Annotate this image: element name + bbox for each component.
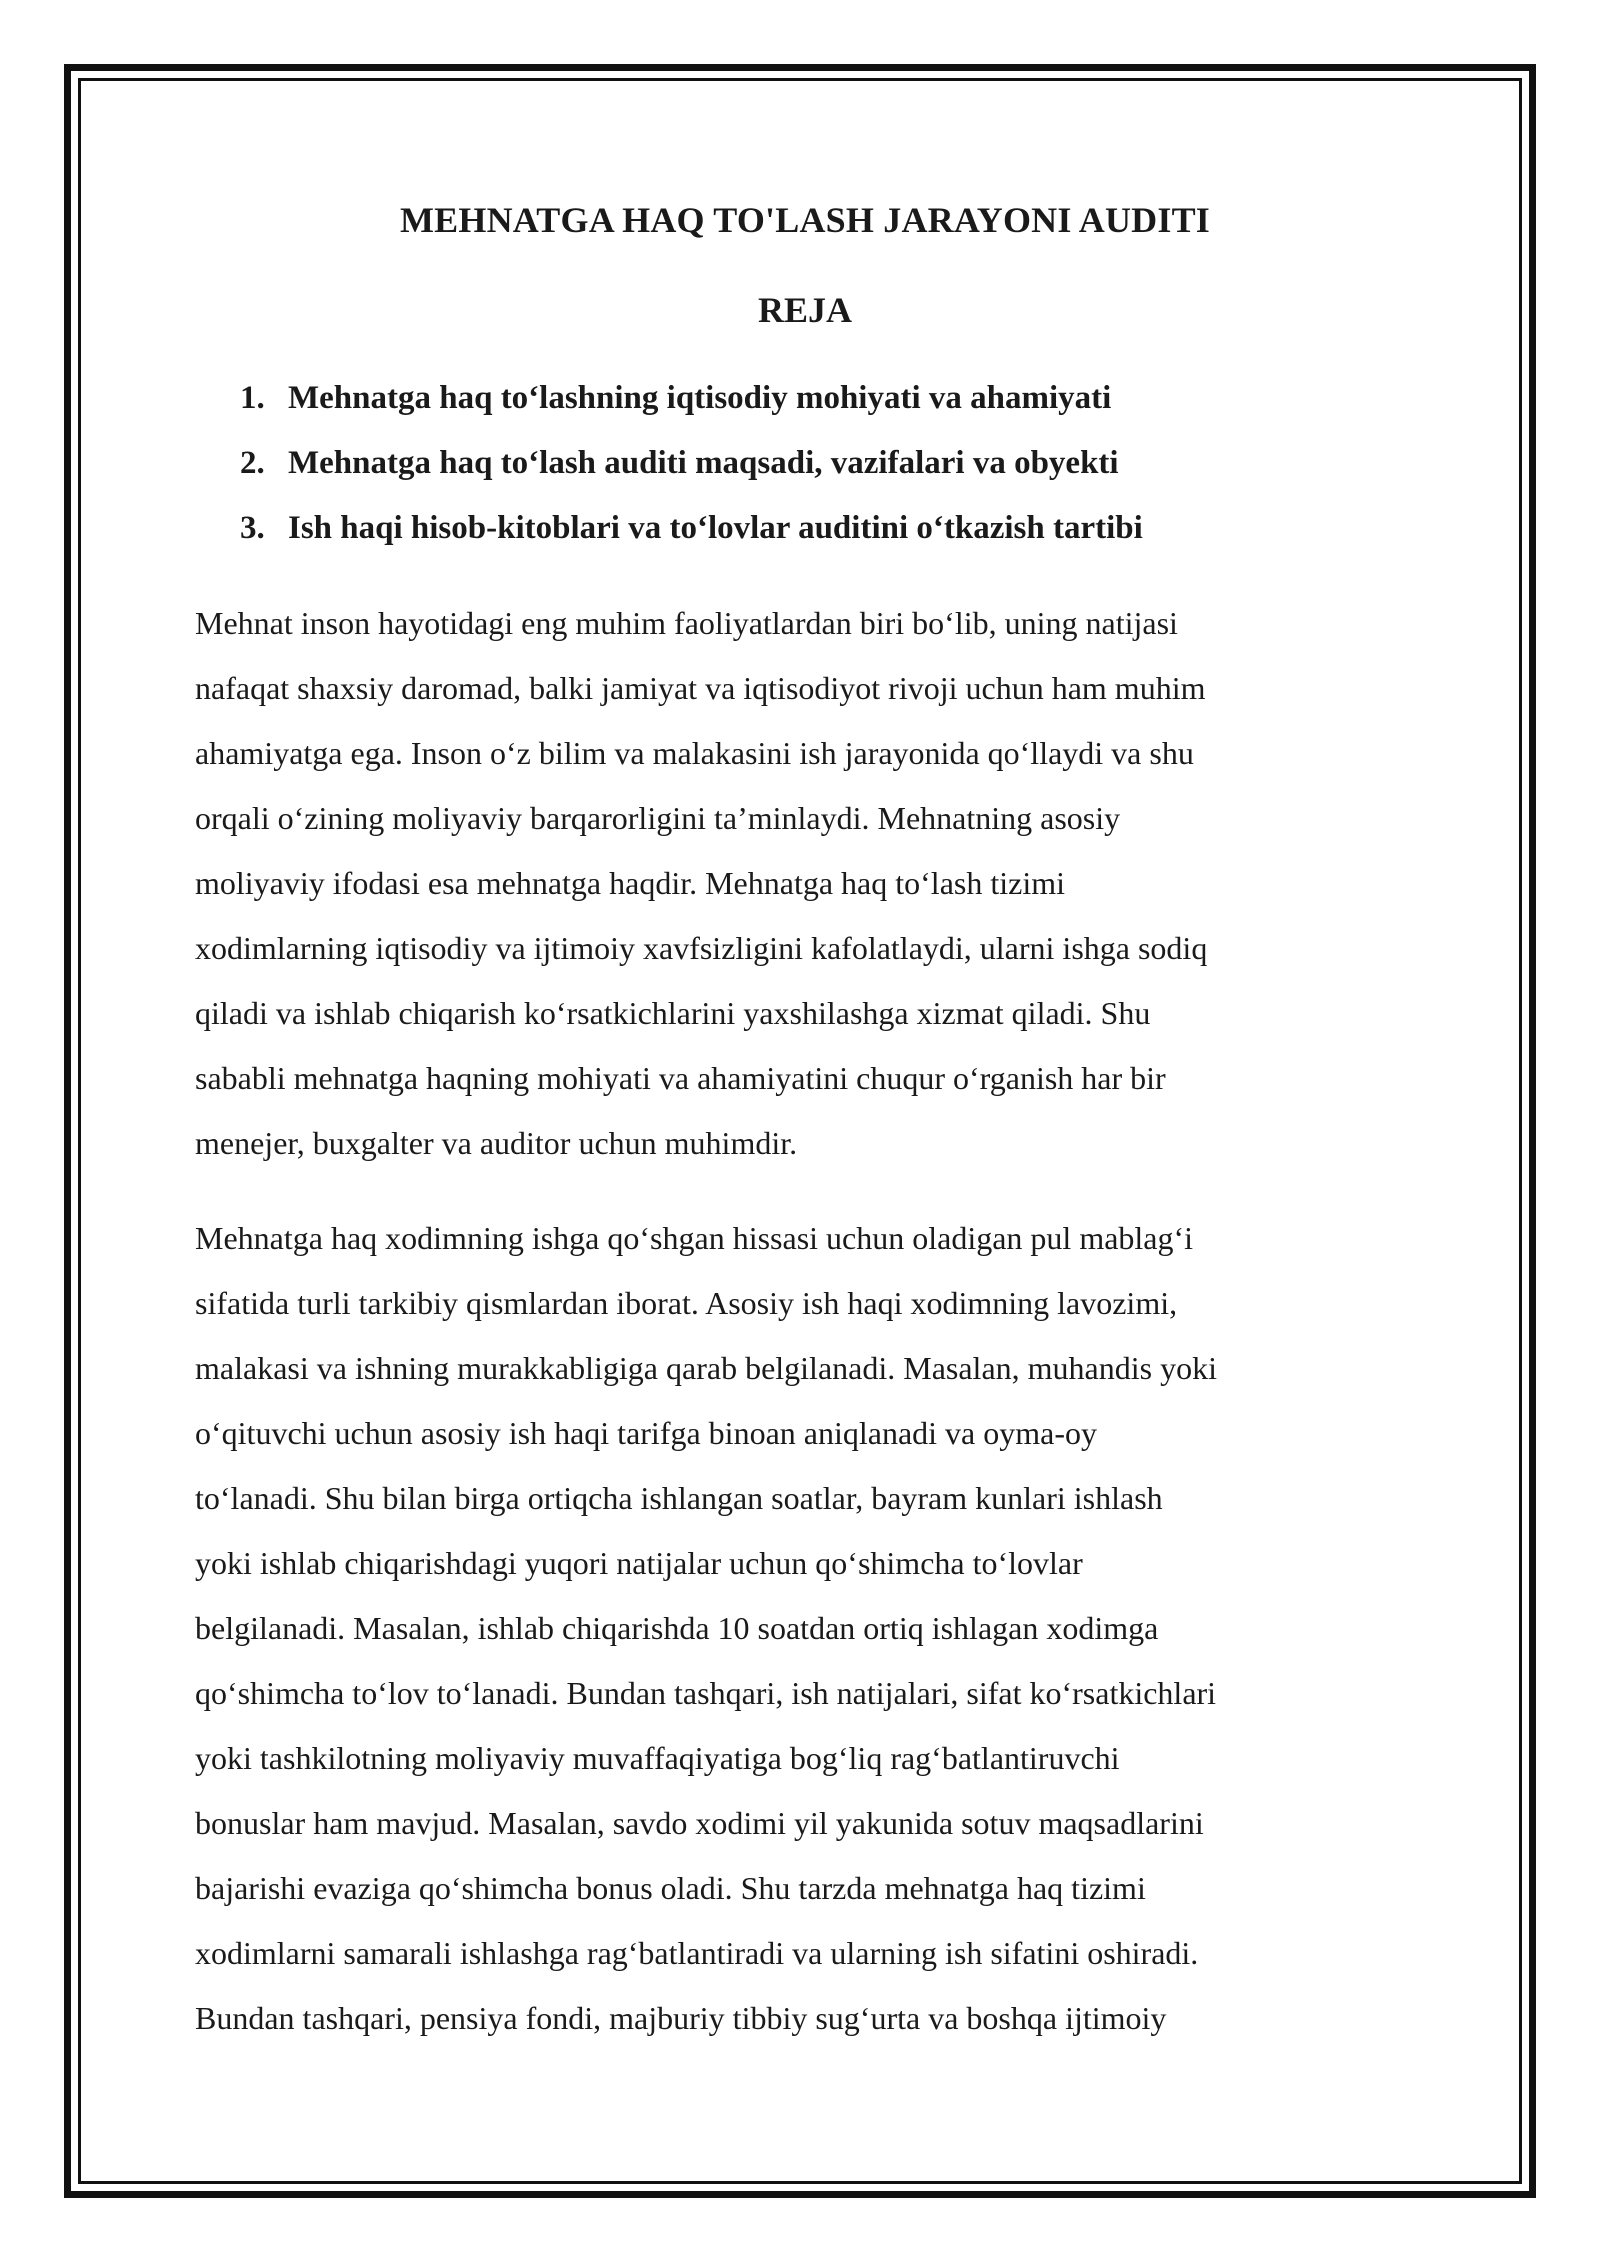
paragraph-line: yoki tashkilotning moliyaviy muvaffaqiyatiga bog‘liq rag‘batlantiruvchi bbox=[195, 1740, 1120, 1776]
paragraph-line: o‘qituvchi uchun asosiy ish haqi tarifga binoan aniqlanadi va oyma-oy bbox=[195, 1415, 1097, 1451]
paragraph-line: belgilanadi. Masalan, ishlab chiqarishda 10 soatdan ortiq ishlagan xodimga bbox=[195, 1610, 1159, 1646]
paragraph-line: qo‘shimcha to‘lov to‘lanadi. Bundan tashqari, ish natijalari, sifat ko‘rsatkichlari bbox=[195, 1675, 1217, 1711]
plan-item-text: Ish haqi hisob-kitoblari va to‘lovlar auditini o‘tkazish tartibi bbox=[288, 510, 1143, 546]
paragraph-line: menejer, buxgalter va auditor uchun muhimdir. bbox=[195, 1125, 798, 1161]
paragraph-line: Mehnat inson hayotidagi eng muhim faoliyatlardan biri bo‘lib, uning natijasi bbox=[195, 605, 1178, 641]
plan-item bbox=[240, 431, 1415, 496]
plan-item-number: 2. bbox=[240, 445, 265, 481]
paragraph-line: bajarishi evaziga qo‘shimcha bonus oladi. Shu tarzda mehnatga haq tizimi bbox=[195, 1870, 1146, 1906]
paragraph-line: moliyaviy ifodasi esa mehnatga haqdir. Mehnatga haq to‘lash tizimi bbox=[195, 865, 1065, 901]
paragraph-1 bbox=[195, 591, 1415, 1176]
paragraph-line: Mehnatga haq xodimning ishga qo‘shgan hissasi uchun oladigan pul mablag‘i bbox=[195, 1220, 1194, 1256]
paragraph-line: malakasi va ishning murakkabligiga qarab belgilanadi. Masalan, muhandis yoki bbox=[195, 1350, 1217, 1386]
paragraph-line: yoki ishlab chiqarishdagi yuqori natijalar uchun qo‘shimcha to‘lovlar bbox=[195, 1545, 1083, 1581]
plan-heading: REJA bbox=[757, 290, 852, 330]
plan-item-text: Mehnatga haq to‘lashning iqtisodiy mohiyati va ahamiyati bbox=[288, 380, 1112, 416]
plan-item-number: 3. bbox=[240, 510, 265, 546]
paragraph-line: nafaqat shaxsiy daromad, balki jamiyat va iqtisodiyot rivoji uchun ham muhim bbox=[195, 670, 1206, 706]
paragraph-line: bonuslar ham mavjud. Masalan, savdo xodimi yil yakunida sotuv maqsadlarini bbox=[195, 1805, 1204, 1841]
paragraph-line: Bundan tashqari, pensiya fondi, majburiy tibbiy sug‘urta va boshqa ijtimoiy bbox=[195, 2000, 1167, 2036]
paragraph-line: xodimlarning iqtisodiy va ijtimoiy xavfsizligini kafolatlaydi, ularni ishga sodiq bbox=[195, 930, 1208, 966]
paragraph-line: sababli mehnatga haqning mohiyati va ahamiyatini chuqur o‘rganish har bir bbox=[195, 1060, 1166, 1096]
paragraph-line: sifatida turli tarkibiy qismlardan iborat. Asosiy ish haqi xodimning lavozimi, bbox=[195, 1285, 1178, 1321]
paragraph-line: qiladi va ishlab chiqarish ko‘rsatkichlarini yaxshilashga xizmat qiladi. Shu bbox=[195, 995, 1151, 1031]
paragraph-2 bbox=[195, 1206, 1415, 2051]
document-body bbox=[195, 190, 1415, 2051]
paragraph-line: ahamiyatga ega. Inson o‘z bilim va malakasini ish jarayonida qo‘llaydi va shu bbox=[195, 735, 1194, 771]
document-title: MEHNATGA HAQ TO'LASH JARAYONI AUDITI bbox=[399, 200, 1211, 240]
paragraph-line: to‘lanadi. Shu bilan birga ortiqcha ishlangan soatlar, bayram kunlari ishlash bbox=[195, 1480, 1163, 1516]
paragraph-line: orqali o‘zining moliyaviy barqarorligini ta’minlaydi. Mehnatning asosiy bbox=[195, 800, 1121, 836]
plan-item-text: Mehnatga haq to‘lash auditi maqsadi, vazifalari va obyekti bbox=[288, 445, 1119, 481]
plan-item-number: 1. bbox=[240, 380, 265, 416]
plan-item bbox=[240, 366, 1415, 431]
plan-item bbox=[240, 496, 1415, 561]
paragraph-line: xodimlarni samarali ishlashga rag‘batlantiradi va ularning ish sifatini oshiradi. bbox=[195, 1935, 1199, 1971]
plan-list bbox=[195, 366, 1415, 561]
